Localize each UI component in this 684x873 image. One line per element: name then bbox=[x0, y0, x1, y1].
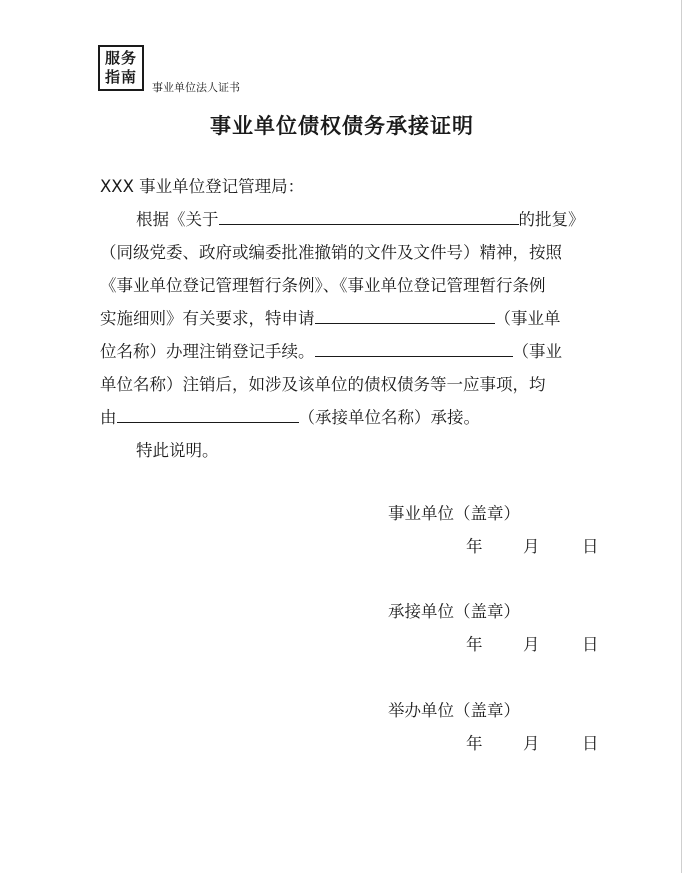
paragraph-line-3 bbox=[100, 269, 600, 302]
text-segment: 的批复》 bbox=[518, 210, 585, 229]
paragraph-line-5 bbox=[100, 335, 600, 368]
badge-line-1: 服务 bbox=[104, 49, 137, 67]
paragraph-line-4 bbox=[100, 302, 600, 335]
text-segment: （事业 bbox=[512, 342, 562, 361]
date-day: 日 bbox=[582, 635, 599, 654]
date-year: 年 bbox=[466, 635, 483, 654]
date-day: 日 bbox=[582, 537, 599, 556]
paragraph-line-7 bbox=[100, 401, 600, 434]
addressee: XXX 事业单位登记管理局： bbox=[100, 177, 305, 196]
document-reference-blank[interactable] bbox=[219, 205, 519, 225]
signature-label-sponsor: 举办单位（盖章） bbox=[388, 701, 520, 720]
closing-line bbox=[100, 434, 600, 467]
document-body bbox=[100, 170, 600, 467]
badge-line-2: 指南 bbox=[104, 68, 137, 86]
signature-label-successor: 承接单位（盖章） bbox=[388, 602, 520, 621]
date-month: 月 bbox=[523, 734, 540, 753]
addressee-line bbox=[100, 170, 600, 203]
date-year: 年 bbox=[466, 537, 483, 556]
paragraph-line-1 bbox=[100, 203, 600, 236]
date-month: 月 bbox=[523, 635, 540, 654]
paragraph-line-2 bbox=[100, 236, 600, 269]
institution-name-blank[interactable] bbox=[315, 304, 495, 324]
institution-name-blank-2[interactable] bbox=[315, 337, 513, 357]
date-year: 年 bbox=[466, 734, 483, 753]
category-label: 事业单位法人证书 bbox=[152, 81, 240, 94]
closing-text: 特此说明。 bbox=[136, 441, 219, 460]
date-month: 月 bbox=[523, 537, 540, 556]
text-segment: 位名称）办理注销登记手续。 bbox=[100, 342, 315, 361]
text-segment: 由 bbox=[100, 408, 117, 427]
service-guide-badge bbox=[98, 45, 144, 91]
text-segment: 实施细则》有关要求，特申请 bbox=[100, 309, 315, 328]
date-day: 日 bbox=[582, 734, 599, 753]
successor-name-blank[interactable] bbox=[117, 403, 299, 423]
text-segment: （事业单 bbox=[494, 309, 561, 328]
document-title: 事业单位债权债务承接证明 bbox=[210, 114, 474, 138]
signature-label-institution: 事业单位（盖章） bbox=[388, 504, 520, 523]
paragraph-line-6 bbox=[100, 368, 600, 401]
text-segment: （同级党委、政府或编委批准撤销的文件及文件号）精神，按照 bbox=[100, 243, 562, 262]
text-segment: 根据《关于 bbox=[136, 210, 219, 229]
text-segment: 《事业单位登记管理暂行条例》、《事业单位登记管理暂行条例 bbox=[100, 276, 546, 295]
text-segment: 单位名称）注销后，如涉及该单位的债权债务等一应事项，均 bbox=[100, 375, 546, 394]
text-segment: （承接单位名称）承接。 bbox=[298, 408, 480, 427]
